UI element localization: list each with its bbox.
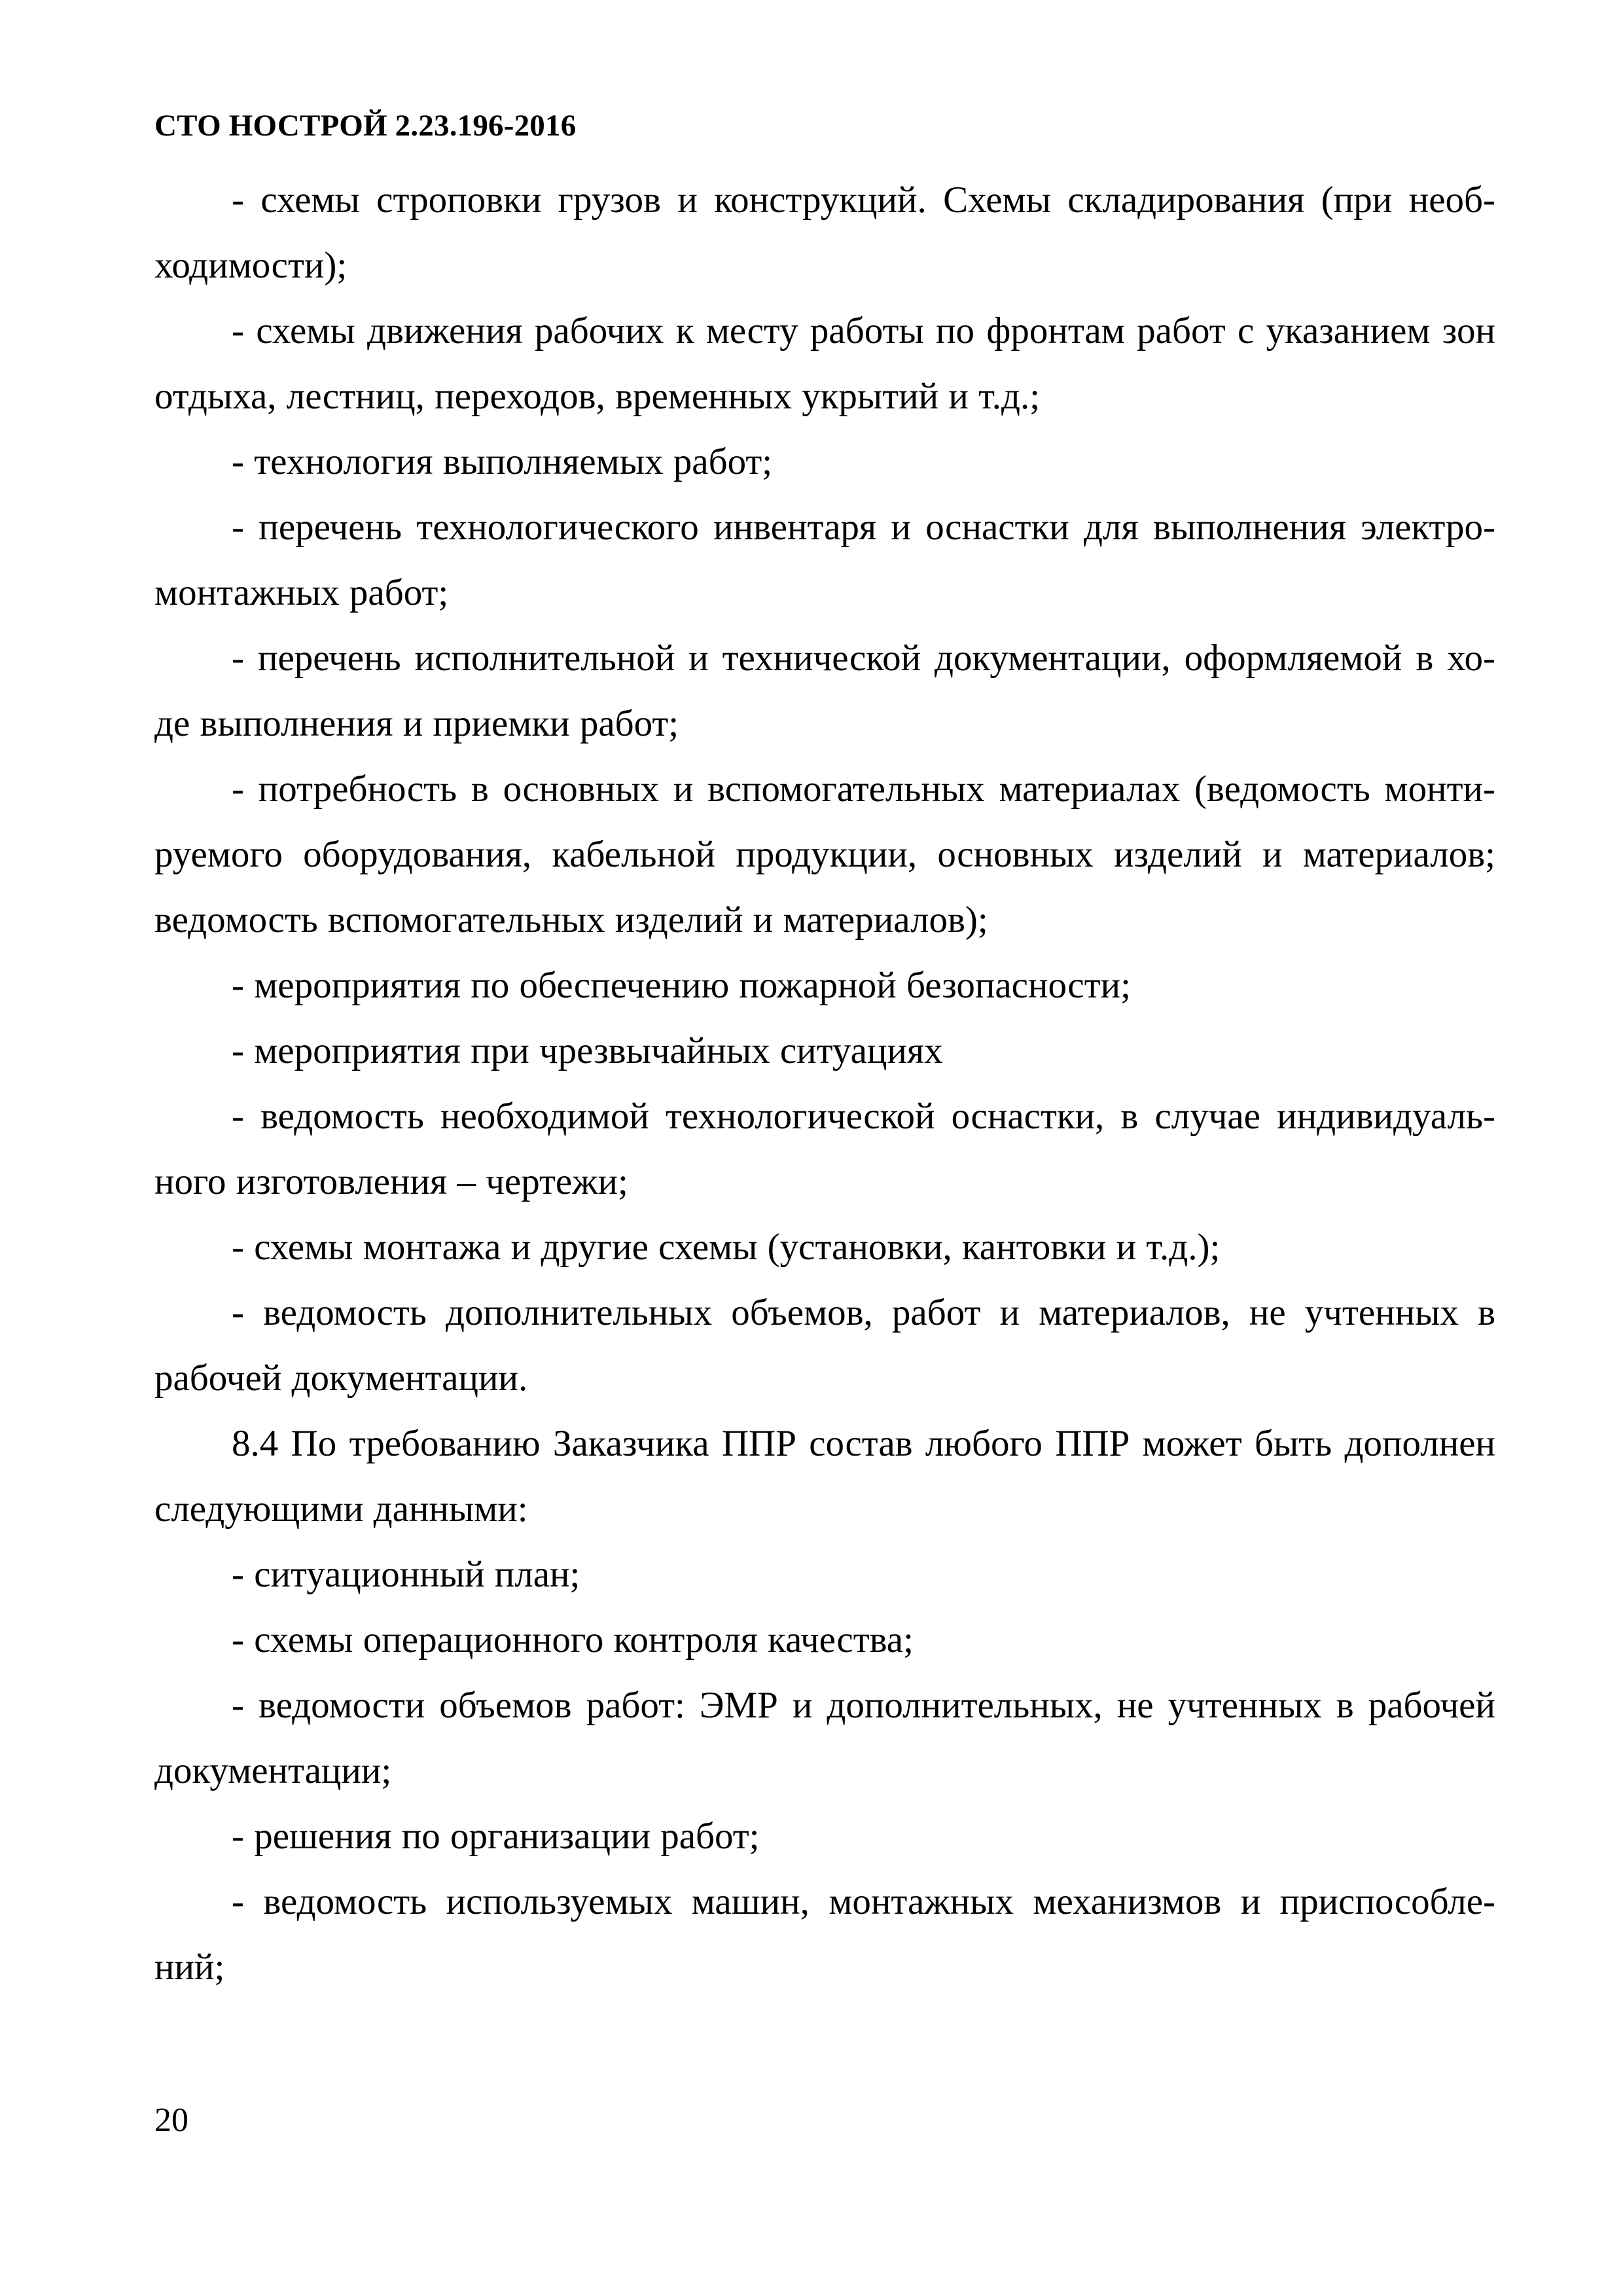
list-item: - схемы операционного контроля качества; xyxy=(232,1619,914,1660)
list-item: - ведомость дополнительных объемов, работ и материалов, не учтенных в рабочей документации. xyxy=(154,1292,1495,1399)
section-paragraph: 8.4 По требованию Заказчика ППР состав любого ППР может быть дополнен следующими данными: xyxy=(154,1423,1495,1530)
list-item: - перечень технологического инвентаря и оснастки для выполнения электро-монтажных работ; xyxy=(154,507,1495,613)
list-item: - схемы движения рабочих к месту работы по фронтам работ с указанием зон отдыха, лестниц, переходов, временных укрытий и т.д.; xyxy=(154,310,1495,417)
list-item: - ведомости объемов работ: ЭМР и дополнительных, не учтенных в рабочей документации; xyxy=(154,1685,1495,1791)
document-body xyxy=(154,168,1495,2000)
list-item: - технология выполняемых работ; xyxy=(232,441,773,482)
list-item: - схемы строповки грузов и конструкций. Схемы складирования (при необ-ходимости); xyxy=(154,179,1495,286)
list-item: - потребность в основных и вспомогательных материалах (ведомость монти-руемого оборудования, кабельной продукции, основных изделий и материалов; ведомость вспомогательных изделий и материалов); xyxy=(154,768,1495,941)
page-number: 20 xyxy=(154,2102,188,2139)
list-item: - мероприятия при чрезвычайных ситуациях xyxy=(232,1030,943,1071)
list-item: - ведомость необходимой технологической оснастки, в случае индивидуаль-ного изготовления – чертежи; xyxy=(154,1096,1495,1202)
list-item: - решения по организации работ; xyxy=(232,1816,760,1857)
list-item: - ведомость используемых машин, монтажных механизмов и приспособле-ний; xyxy=(154,1881,1495,1988)
list-item: - перечень исполнительной и технической документации, оформляемой в хо-де выполнения и приемки работ; xyxy=(154,637,1495,744)
document-header: СТО НОСТРОЙ 2.23.196-2016 xyxy=(154,109,577,143)
list-item: - схемы монтажа и другие схемы (установки, кантовки и т.д.); xyxy=(232,1227,1221,1268)
list-item: - мероприятия по обеспечению пожарной безопасности; xyxy=(232,965,1131,1006)
list-item: - ситуационный план; xyxy=(232,1554,580,1595)
